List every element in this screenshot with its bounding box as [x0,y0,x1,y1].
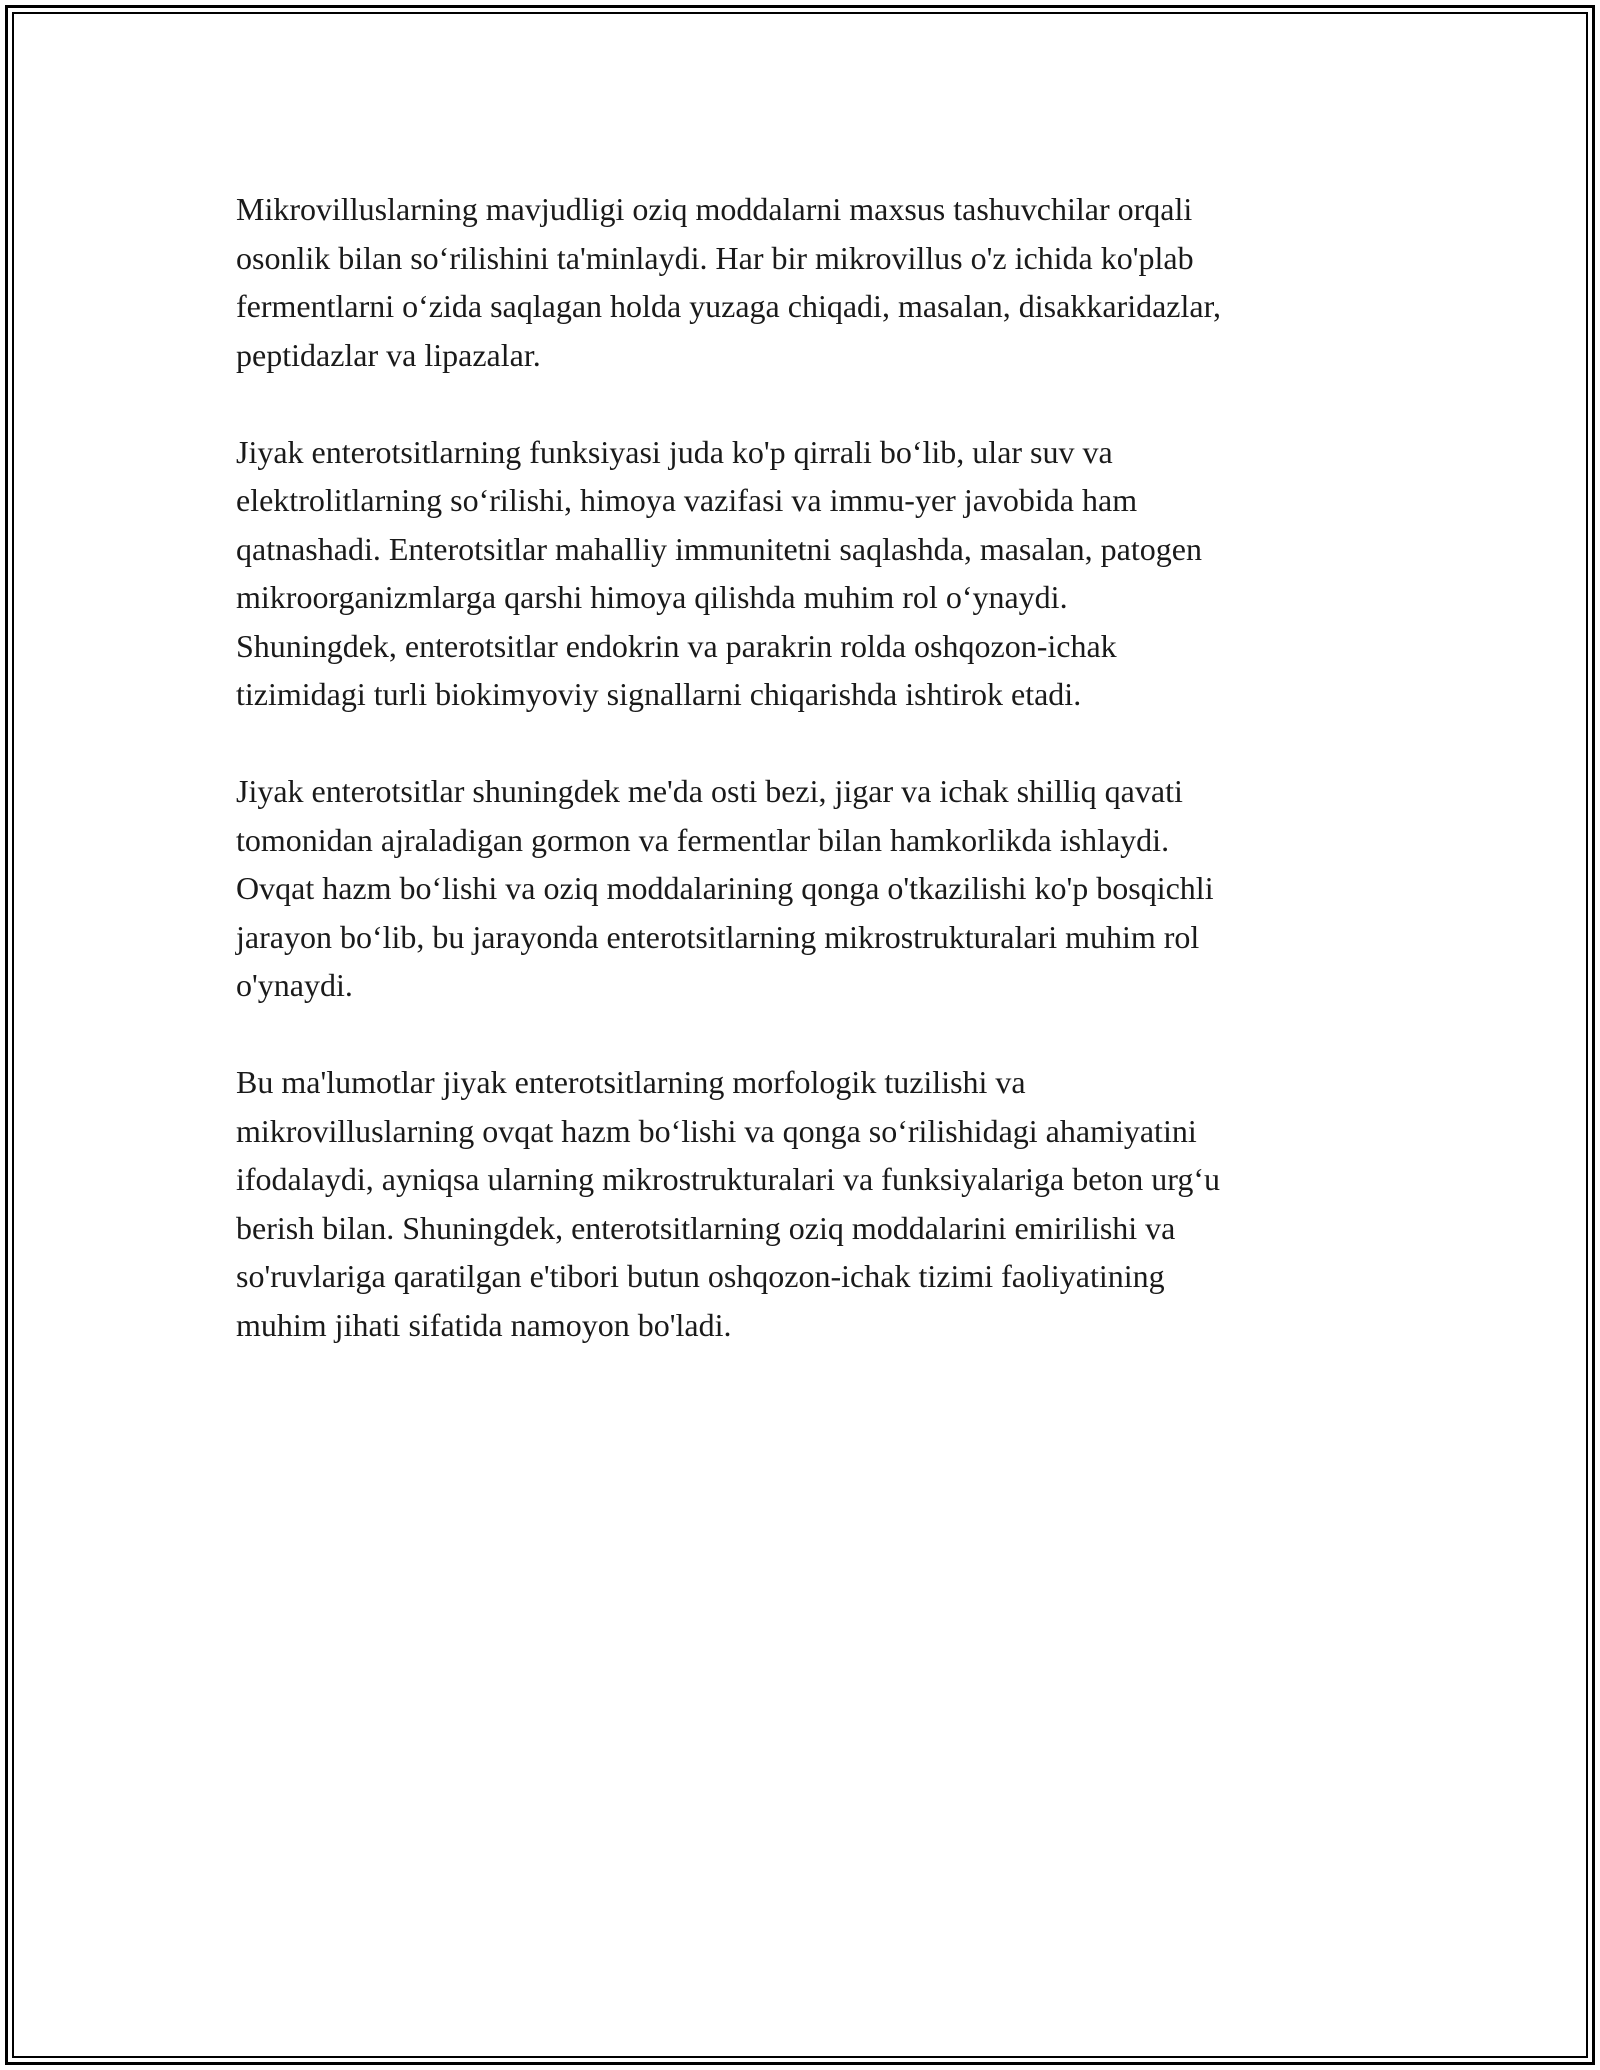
paragraph-1: Mikrovilluslarning mavjudligi oziq moddalarni maxsus tashuvchilar orqali osonlik bilan so‘rilishini ta'minlaydi. Har bir mikrovillus o'z ichida ko'plab fermentlarni o‘zida saqlagan holda yuzaga chiqadi, masalan, disakkaridazlar, peptidazlar va lipazalar. [236,191,1221,373]
document-body [236,185,1396,1398]
paragraph-3: Jiyak enterotsitlar shuningdek me'da osti bezi, jigar va ichak shilliq qavati tomonidan ajraladigan gormon va fermentlar bilan hamkorlikda ishlaydi. Ovqat hazm bo‘lishi va oziq moddalarining qonga o'tkazilishi ko'p bosqichli jarayon bo‘lib, bu jarayonda enterotsitlarning mikrostrukturalari muhim rol o'ynaydi. [236,773,1214,1003]
paragraph-2: Jiyak enterotsitlarning funksiyasi juda ko'p qirrali bo‘lib, ular suv va elektrolitlarning so‘rilishi, himoya vazifasi va immu-yer javobida ham qatnashadi. Enterotsitlar mahalliy immunitetni saqlashda, masalan, patogen mikroorganizmlarga qarshi himoya qilishda muhim rol o‘ynaydi. Shuningdek, enterotsitlar endokrin va parakrin rolda oshqozon-ichak tizimidagi turli biokimyoviy signallarni chiqarishda ishtirok etadi. [236,433,1202,712]
paragraph-4: Bu ma'lumotlar jiyak enterotsitlarning morfologik tuzilishi va mikrovilluslarning ovqat hazm bo‘lishi va qonga so‘rilishidagi ahamiyatini ifodalaydi, ayniqsa ularning mikrostrukturalari va funksiyalariga beton urg‘u berish bilan. Shuningdek, enterotsitlarning oziq moddalarini emirilishi va so'ruvlariga qaratilgan e'tibori butun oshqozon-ichak tizimi faoliyatining muhim jihati sifatida namoyon bo'ladi. [236,1064,1221,1343]
